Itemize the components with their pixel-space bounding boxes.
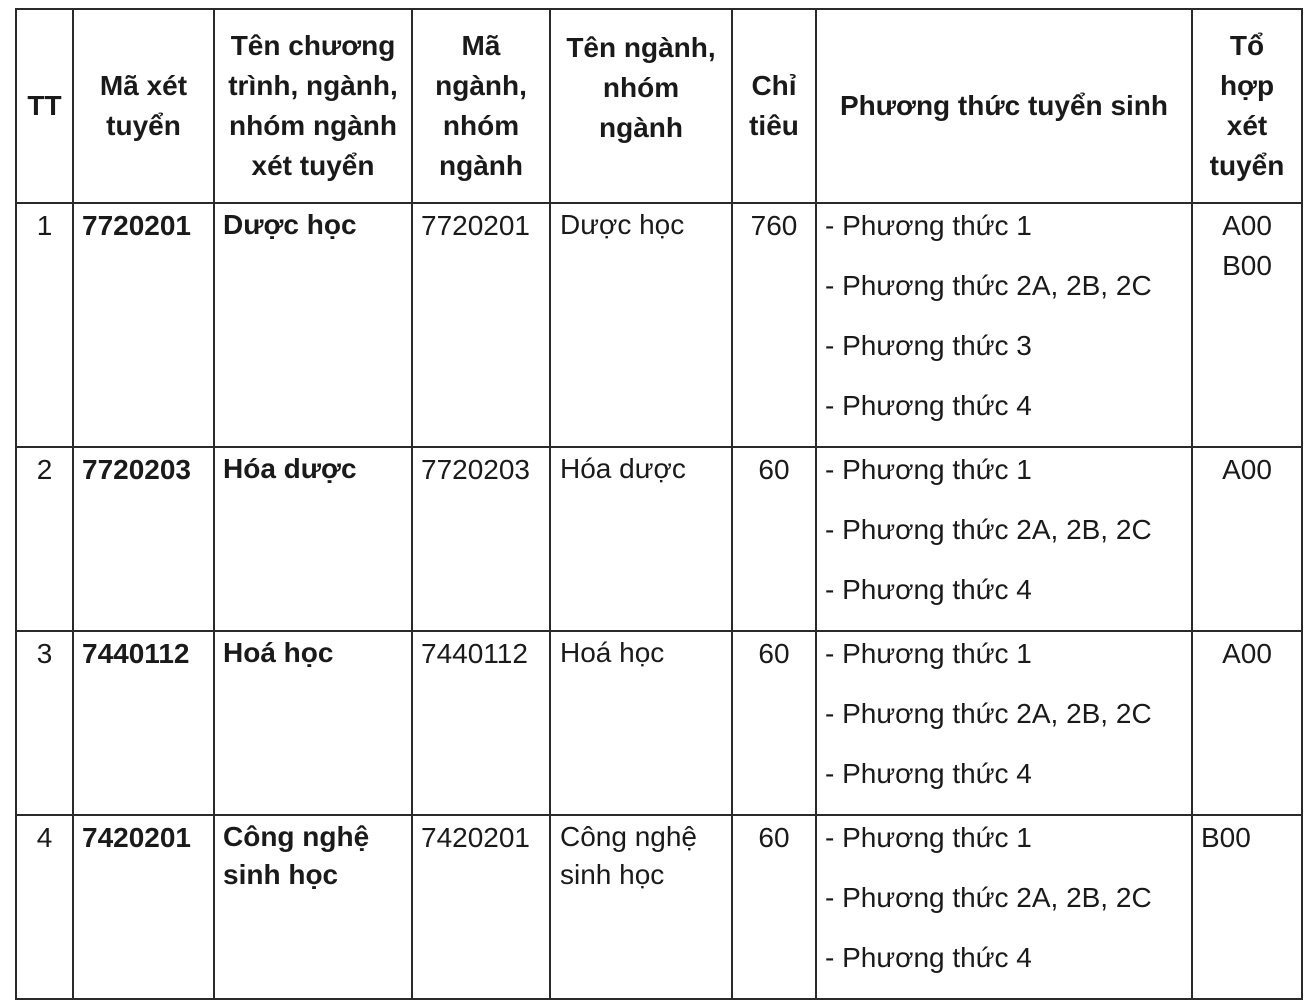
cell-major-code: 7440112 bbox=[412, 631, 550, 815]
cell-admission-code: 7720203 bbox=[73, 447, 214, 631]
method-item: - Phương thức 2A, 2B, 2C bbox=[825, 698, 1152, 729]
cell-tt: 2 bbox=[16, 447, 73, 631]
combo-item: B00 bbox=[1201, 822, 1251, 853]
method-item: - Phương thức 4 bbox=[825, 390, 1032, 421]
cell-program-name: Công nghệ sinh học bbox=[214, 815, 412, 999]
header-tt: TT bbox=[16, 9, 73, 203]
cell-quota: 760 bbox=[732, 203, 816, 447]
cell-major-code: 7420201 bbox=[412, 815, 550, 999]
cell-major-name: Hóa dược bbox=[550, 447, 732, 631]
cell-major-name: Dược học bbox=[550, 203, 732, 447]
cell-admission-code: 7420201 bbox=[73, 815, 214, 999]
method-item: - Phương thức 2A, 2B, 2C bbox=[825, 882, 1152, 913]
method-item: - Phương thức 1 bbox=[825, 454, 1032, 485]
cell-major-code: 7720201 bbox=[412, 203, 550, 447]
table-row bbox=[16, 631, 1302, 815]
method-item: - Phương thức 1 bbox=[825, 822, 1032, 853]
method-item: - Phương thức 2A, 2B, 2C bbox=[825, 270, 1152, 301]
header-admission-code: Mã xét tuyển bbox=[73, 9, 214, 203]
combo-item: A00 bbox=[1222, 210, 1272, 241]
cell-tt: 4 bbox=[16, 815, 73, 999]
cell-methods bbox=[816, 203, 1192, 447]
method-item: - Phương thức 4 bbox=[825, 942, 1032, 973]
cell-combos bbox=[1192, 447, 1302, 631]
cell-tt: 3 bbox=[16, 631, 73, 815]
method-item: - Phương thức 4 bbox=[825, 758, 1032, 789]
cell-admission-code: 7440112 bbox=[73, 631, 214, 815]
method-item: - Phương thức 2A, 2B, 2C bbox=[825, 514, 1152, 545]
cell-program-name: Hoá học bbox=[214, 631, 412, 815]
table-row bbox=[16, 203, 1302, 447]
header-major-code: Mã ngành, nhóm ngành bbox=[412, 9, 550, 203]
cell-combos bbox=[1192, 203, 1302, 447]
header-admission-methods: Phương thức tuyển sinh bbox=[816, 9, 1192, 203]
combo-item: A00 bbox=[1222, 638, 1272, 669]
cell-combos bbox=[1192, 631, 1302, 815]
admissions-table bbox=[15, 8, 1303, 1000]
cell-methods bbox=[816, 631, 1192, 815]
method-item: - Phương thức 1 bbox=[825, 210, 1032, 241]
cell-major-name: Công nghệ sinh học bbox=[550, 815, 732, 999]
table-row bbox=[16, 815, 1302, 999]
cell-methods bbox=[816, 447, 1192, 631]
cell-methods bbox=[816, 815, 1192, 999]
header-subject-combos: Tổ hợp xét tuyển bbox=[1192, 9, 1302, 203]
table-row bbox=[16, 447, 1302, 631]
header-row bbox=[16, 9, 1302, 203]
cell-quota: 60 bbox=[732, 815, 816, 999]
combo-item: B00 bbox=[1222, 250, 1272, 281]
cell-quota: 60 bbox=[732, 447, 816, 631]
header-major-name: Tên ngành, nhóm ngành bbox=[550, 9, 732, 203]
cell-program-name: Hóa dược bbox=[214, 447, 412, 631]
cell-major-code: 7720203 bbox=[412, 447, 550, 631]
method-item: - Phương thức 3 bbox=[825, 330, 1032, 361]
cell-combos bbox=[1192, 815, 1302, 999]
cell-quota: 60 bbox=[732, 631, 816, 815]
cell-admission-code: 7720201 bbox=[73, 203, 214, 447]
method-item: - Phương thức 4 bbox=[825, 574, 1032, 605]
cell-major-name: Hoá học bbox=[550, 631, 732, 815]
combo-item: A00 bbox=[1222, 454, 1272, 485]
header-quota: Chỉ tiêu bbox=[732, 9, 816, 203]
header-program-name: Tên chương trình, ngành, nhóm ngành xét tuyển bbox=[214, 9, 412, 203]
cell-program-name: Dược học bbox=[214, 203, 412, 447]
method-item: - Phương thức 1 bbox=[825, 638, 1032, 669]
cell-tt: 1 bbox=[16, 203, 73, 447]
